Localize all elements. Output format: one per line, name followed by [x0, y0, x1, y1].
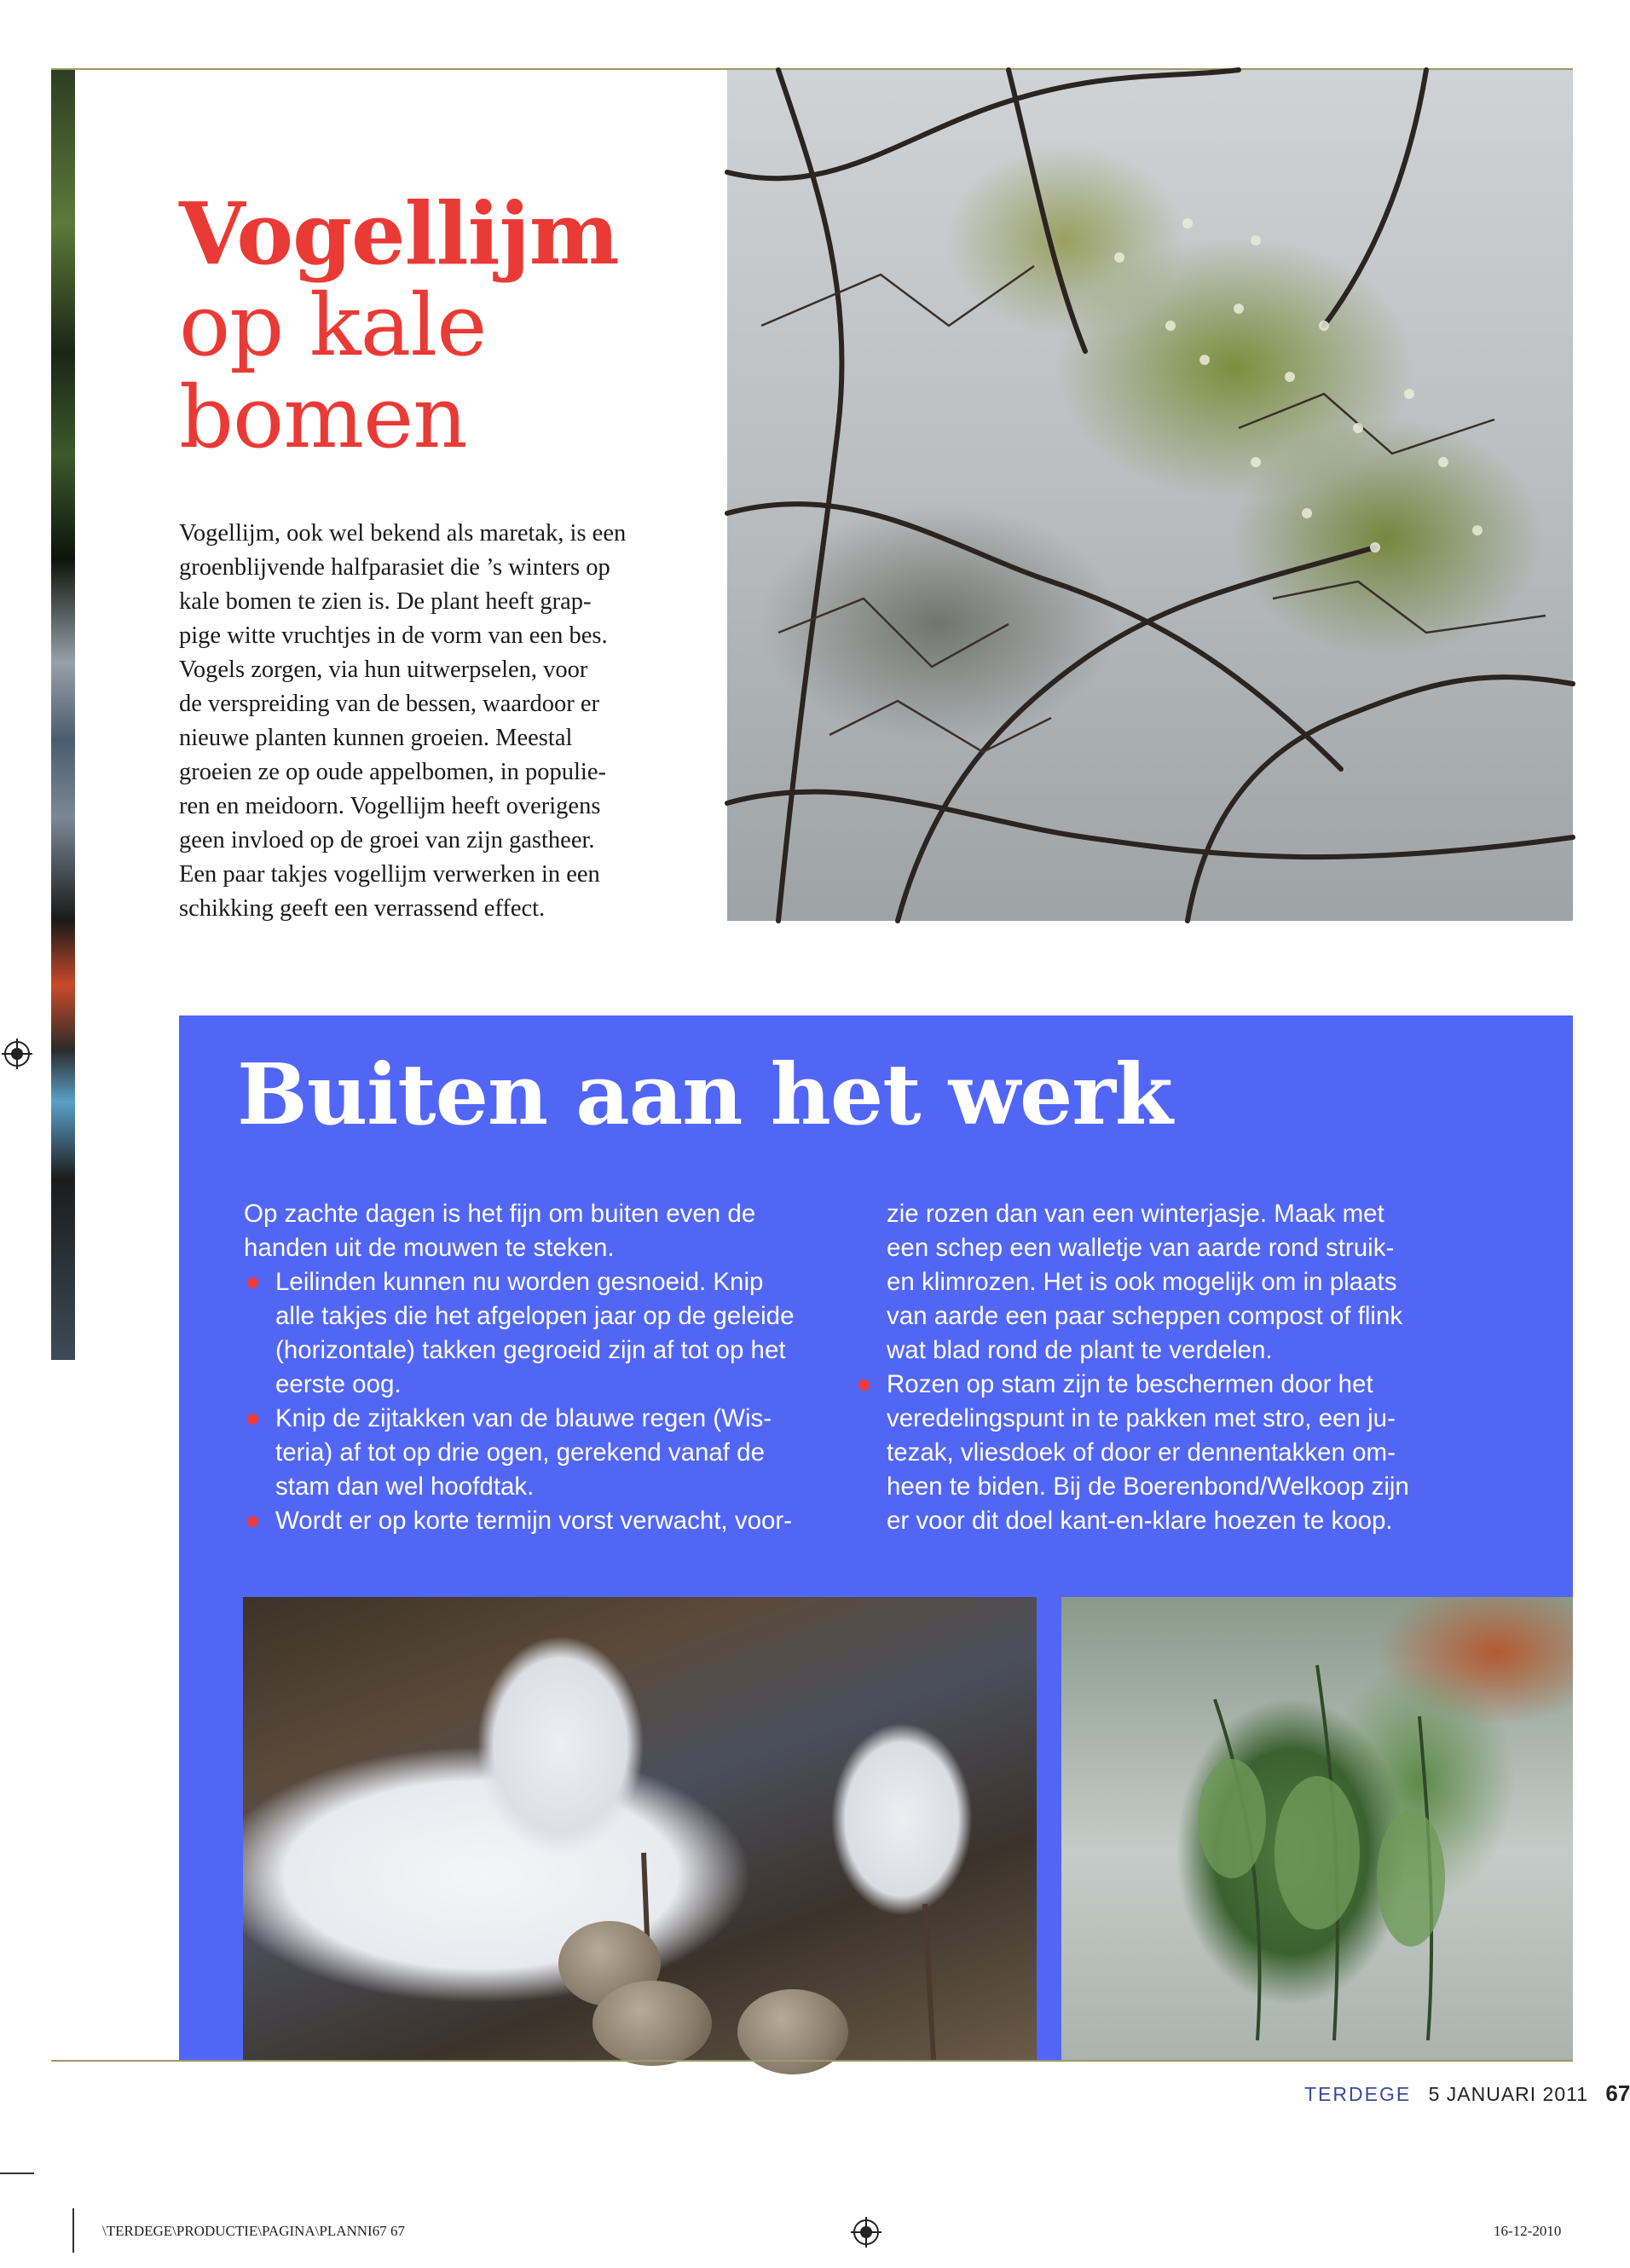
tips-column-left [244, 1197, 866, 1538]
tip-line: tezak, vliesdoek of door er dennentakken om- [887, 1438, 1396, 1467]
tip-item-wisteria [244, 1402, 866, 1504]
title-line-3: bomen [179, 367, 467, 467]
garden-stone [592, 1981, 712, 2066]
tip-line: teria) af tot op drie ogen, gerekend vanaf de [275, 1438, 765, 1467]
garden-stone [737, 1989, 848, 2074]
intro-line: Een paar takjes vogellijm verwerken in een [179, 861, 600, 888]
intro-line: nieuwe planten kunnen groeien. Meestal [179, 725, 573, 751]
crop-mark [72, 2208, 74, 2253]
mistletoe-branches [727, 70, 1573, 921]
title-line-1: Vogellijm [179, 183, 619, 284]
magazine-name: TERDEGE [1304, 2083, 1412, 2105]
tip-line: Knip de zijtakken van de blauwe regen (Wis- [275, 1404, 772, 1432]
intro-line: groeien ze op oude appelbomen, in populie- [179, 759, 606, 785]
tip-line: er voor dit doel kant-en-klare hoezen te koop. [887, 1507, 1393, 1535]
tips-intro-line: Op zachte dagen is het fijn om buiten even de [244, 1200, 756, 1228]
issue-date: 5 JANUARI 2011 [1428, 2083, 1589, 2105]
article-title [179, 183, 708, 467]
bottom-rule [51, 2060, 1573, 2062]
fern-leaves [1061, 1597, 1573, 2060]
intro-line: kale bomen te zien is. De plant heeft grap- [179, 588, 592, 615]
intro-line: schikking geeft een verrassend effect. [179, 895, 546, 922]
tips-intro-line: handen uit de mouwen te steken. [244, 1234, 615, 1262]
mistletoe-photo [727, 70, 1573, 921]
page-number: 67 [1605, 2080, 1630, 2106]
intro-line: ren en meidoorn. Vogellijm heeft overigens [179, 793, 601, 819]
print-slug-date: 16-12-2010 [1494, 2223, 1562, 2239]
tip-line: veredelingspunt in te pakken met stro, een ju- [887, 1404, 1396, 1432]
section-heading: Buiten aan het werk [237, 1046, 1172, 1144]
title-line-2: op kale [179, 275, 487, 375]
tip-line: (horizontale) takken gegroeid zijn af tot op het [275, 1336, 786, 1364]
intro-line: pige witte vruchtjes in de vorm van een bes. [179, 622, 608, 649]
tip-line: en klimrozen. Het is ook mogelijk om in plaats [887, 1268, 1397, 1296]
tip-line: van aarde een paar scheppen compost of flink [887, 1302, 1403, 1330]
intro-line: de verspreiding van de bessen, waardoor er [179, 691, 600, 717]
tip-item-leilinden [244, 1265, 866, 1402]
tip-line: zie rozen dan van een winterjasje. Maak met [887, 1200, 1384, 1228]
tip-line: een schep een walletje van aarde rond struik- [887, 1234, 1395, 1262]
tips-column-right [887, 1197, 1560, 1538]
intro-line: Vogels zorgen, via hun uitwerpselen, voor [179, 657, 588, 683]
bullet-icon [858, 1380, 870, 1391]
intro-line: geen invloed op de groei van zijn gastheer. [179, 827, 595, 853]
tip-line: wat blad rond de plant te verdelen. [887, 1336, 1273, 1364]
tip-item-vorst [244, 1504, 866, 1538]
left-edge-photo-strip [51, 68, 75, 1360]
crop-mark [0, 2173, 34, 2174]
wrapped-roses-photo [243, 1597, 1037, 2060]
frosted-fern-photo [1061, 1597, 1573, 2060]
tip-line: Rozen op stam zijn te beschermen door het [887, 1370, 1373, 1398]
registration-mark-icon [851, 2217, 881, 2248]
intro-line: Vogellijm, ook wel bekend als maretak, is een [179, 520, 627, 547]
tip-item-rozen-op-stam [855, 1368, 1560, 1538]
intro-line: groenblijvende halfparasiet die ’s winters op [179, 554, 610, 581]
tip-line: Leilinden kunnen nu worden gesnoeid. Knip [275, 1268, 764, 1296]
tip-line: eerste oog. [275, 1370, 402, 1398]
tip-line: heen te biden. Bij de Boerenbond/Welkoop zijn [887, 1472, 1409, 1501]
tip-line: alle takjes die het afgelopen jaar op de geleide [275, 1302, 795, 1330]
article-intro [179, 517, 699, 926]
tip-line: stam dan wel hoofdtak. [275, 1472, 535, 1501]
registration-mark-icon [2, 1039, 32, 1069]
tip-line: Wordt er op korte termijn vorst verwacht, voor- [275, 1507, 793, 1535]
bullet-icon [247, 1277, 258, 1288]
page-footer [1304, 2080, 1630, 2107]
print-slug-path: \TERDEGE\PRODUCTIE\PAGINA\PLANNI67 67 [102, 2223, 405, 2239]
bullet-icon [247, 1516, 258, 1527]
bullet-icon [247, 1414, 258, 1425]
